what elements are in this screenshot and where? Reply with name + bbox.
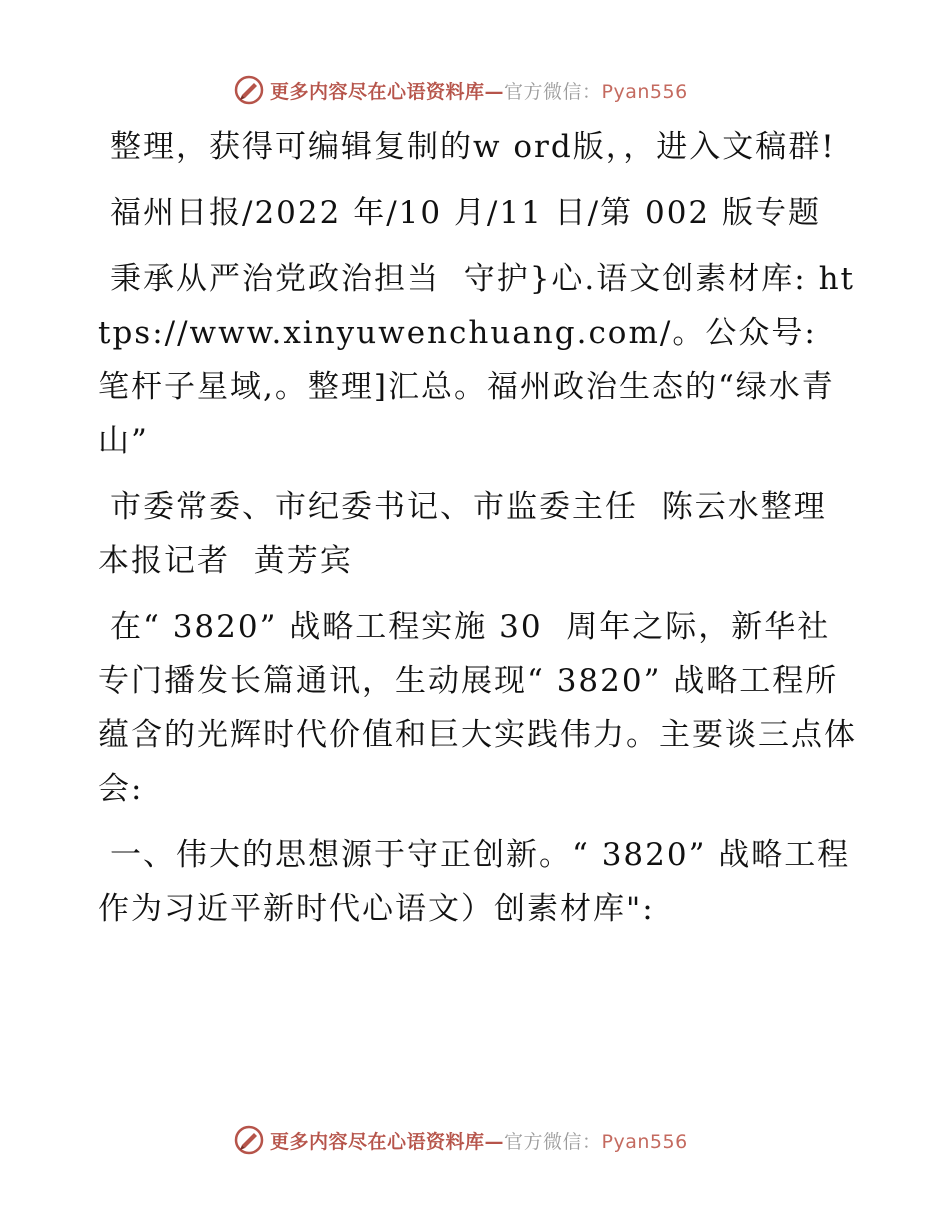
paragraph-body-2: 一、伟大的思想源于守正创新。“ 3820” 战略工程作为习近平新时代心语文）创素材库": bbox=[98, 837, 851, 927]
footer-banner-text bbox=[270, 1127, 688, 1154]
paragraph-source: 福州日报/2022 年/10 月/11 日/第 002 版专题 bbox=[110, 195, 822, 231]
paragraph-body-1: 在“ 3820” 战略工程实施 30 周年之际，新华社专门播发长篇通讯，生动展现“ 3820” 战略工程所蕴含的光辉时代价值和巨大实践伟力。主要谈三点体会: bbox=[98, 609, 857, 807]
header-brand: 更多内容尽在心语资料库 bbox=[270, 80, 485, 103]
document-body bbox=[98, 120, 858, 948]
paragraph-byline: 市委常委、市纪委书记、市监委主任 陈云水整理 本报记者 黄芳宾 bbox=[98, 489, 851, 579]
logo-icon bbox=[234, 75, 264, 105]
header-wechat-label: 官方微信： bbox=[504, 80, 602, 103]
footer-wechat-label: 官方微信： bbox=[504, 1130, 602, 1153]
logo-icon bbox=[234, 1125, 264, 1155]
header-separator: — bbox=[484, 80, 505, 103]
paragraph-title: 秉承从严治党政治担当 守护}心.语文创素材库: https://www.xinyuwenchuang.com/。公众号: 笔杆子星域,。整理]汇总。福州政治生态的“绿水青山” bbox=[98, 261, 856, 459]
footer-wechat-id: Pyan556 bbox=[601, 1130, 688, 1153]
footer-separator: — bbox=[484, 1130, 505, 1153]
header-wechat-id: Pyan556 bbox=[601, 80, 688, 103]
header-banner bbox=[234, 73, 734, 107]
footer-banner bbox=[234, 1123, 734, 1157]
footer-brand: 更多内容尽在心语资料库 bbox=[270, 1130, 485, 1153]
header-banner-text bbox=[270, 77, 688, 104]
paragraph-intro: 整理，获得可编辑复制的w ord版，，进入文稿群! bbox=[110, 129, 836, 165]
